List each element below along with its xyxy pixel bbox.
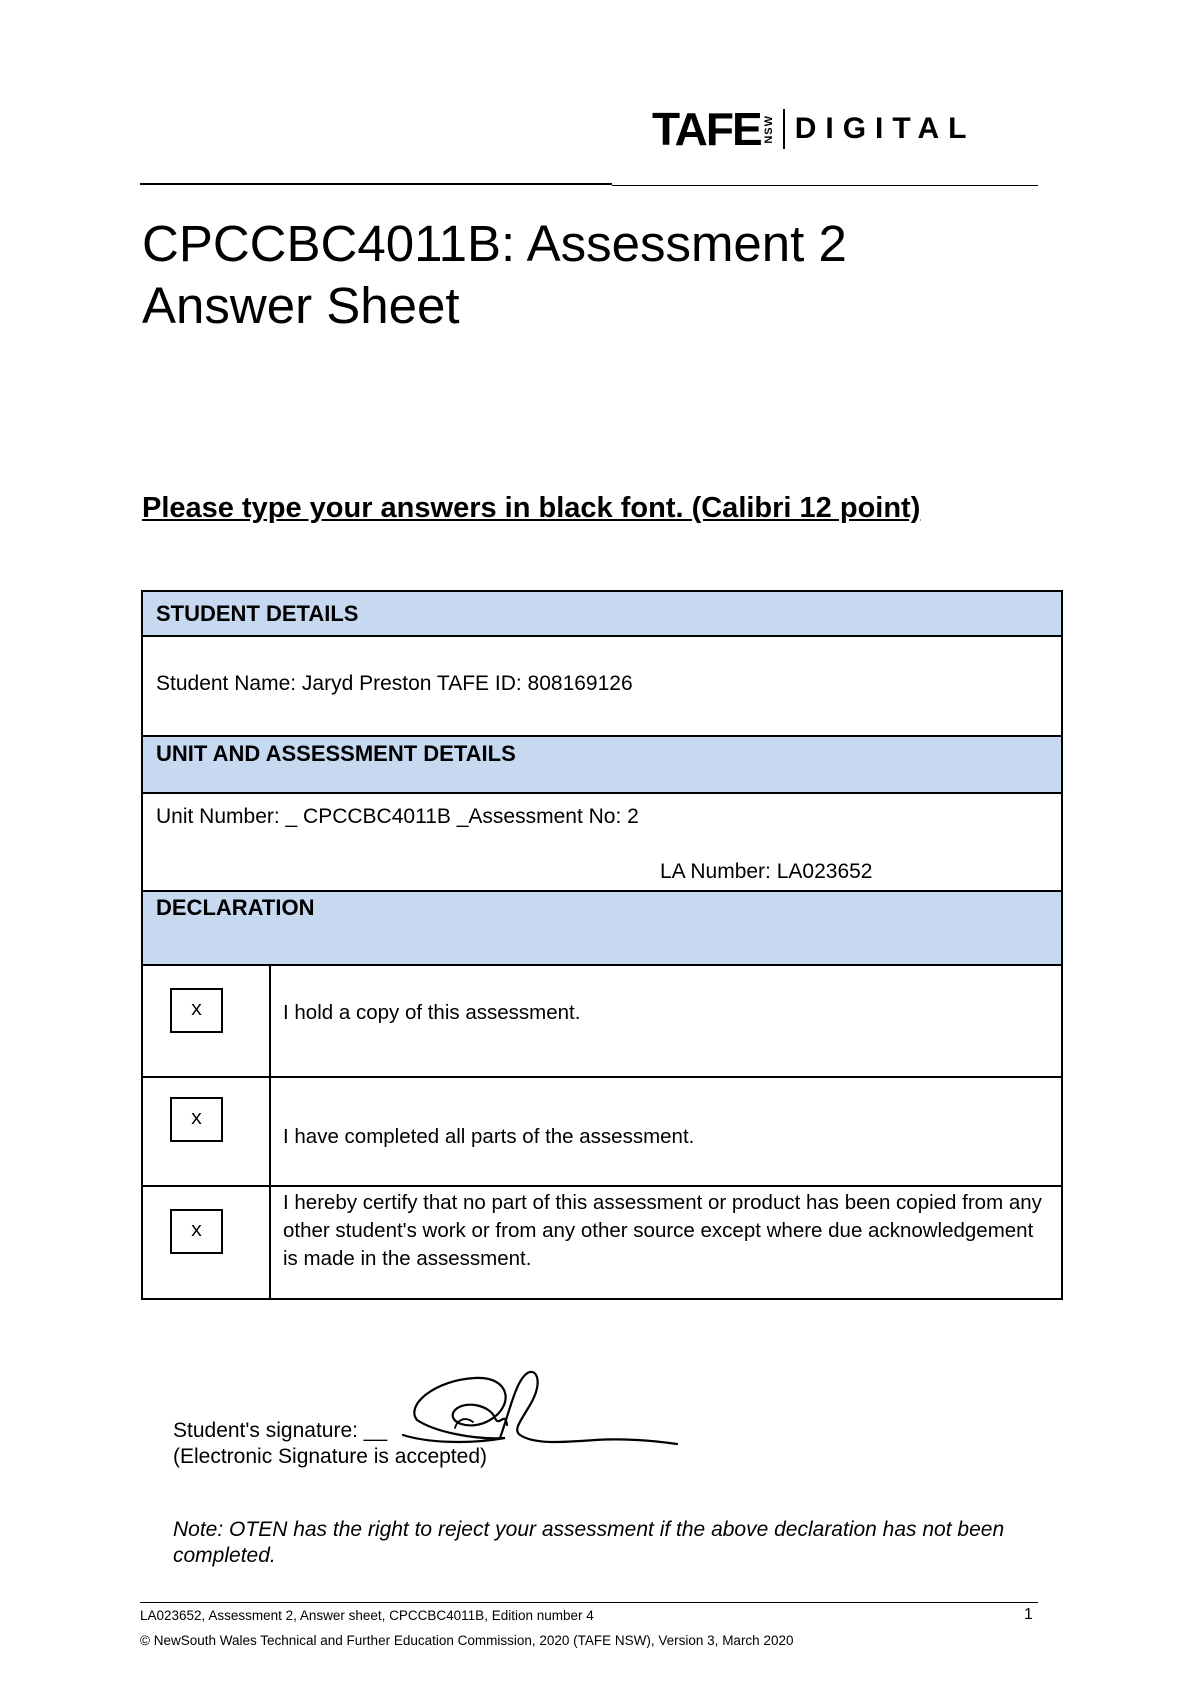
logo-divider	[783, 109, 785, 149]
student-name-field[interactable]: Student Name: Jaryd Preston TAFE ID: 808169126	[156, 672, 633, 695]
logo-digital-text: DIGITAL	[794, 112, 976, 145]
page-title	[142, 213, 847, 337]
declaration-heading: DECLARATION	[156, 895, 315, 920]
rejection-note: Note: OTEN has the right to reject your assessment if the above declaration has not been completed.	[173, 1518, 1005, 1567]
declaration-text-2: I have completed all parts of the assessment.	[283, 1125, 695, 1148]
header-rule	[140, 183, 612, 185]
la-number-field[interactable]: LA Number: LA023652	[660, 860, 873, 883]
header-rule-thin	[612, 185, 1038, 186]
unit-details-header	[143, 737, 1061, 792]
declaration-text-1: I hold a copy of this assessment.	[283, 1001, 581, 1024]
declaration-checkbox-3[interactable]: x	[170, 1209, 223, 1254]
student-details-header	[143, 592, 1061, 635]
footer-copyright: © NewSouth Wales Technical and Further Education Commission, 2020 (TAFE NSW), Version 3, March 2020	[140, 1633, 794, 1648]
footer-rule	[140, 1602, 1038, 1603]
title-line-2: Answer Sheet	[142, 277, 460, 334]
row-divider	[143, 1076, 1061, 1078]
student-details-heading: STUDENT DETAILS	[156, 601, 359, 626]
tafe-digital-logo	[652, 103, 976, 155]
declaration-header	[143, 892, 1061, 964]
logo-tafe-text: TAFE	[652, 103, 761, 155]
unit-number-field[interactable]: Unit Number: _ CPCCBC4011B _Assessment No: 2	[156, 805, 639, 828]
logo-nsw-text: NSW	[762, 114, 775, 144]
page-number: 1	[1024, 1606, 1033, 1623]
details-form	[141, 590, 1063, 1300]
signature-label: Student's signature: __	[173, 1419, 388, 1442]
instruction-text: Please type your answers in black font. (Calibri 12 point)	[142, 492, 921, 524]
signature-note: (Electronic Signature is accepted)	[173, 1445, 487, 1468]
declaration-checkbox-2[interactable]: x	[170, 1097, 223, 1142]
handwritten-signature	[395, 1350, 685, 1460]
row-divider	[143, 964, 1061, 966]
row-divider	[143, 792, 1061, 794]
row-divider	[143, 635, 1061, 637]
column-divider	[269, 964, 271, 1300]
unit-details-heading: UNIT AND ASSESSMENT DETAILS	[156, 741, 516, 766]
row-divider	[143, 1185, 1061, 1187]
footer-document-info: LA023652, Assessment 2, Answer sheet, CPCCBC4011B, Edition number 4	[140, 1608, 594, 1623]
declaration-checkbox-1[interactable]: x	[170, 988, 223, 1033]
title-line-1: CPCCBC4011B: Assessment 2	[142, 215, 847, 272]
declaration-text-3: I hereby certify that no part of this assessment or product has been copied from any other student's work or from any other source except where due acknowledgement is made in the assessment.	[283, 1191, 1042, 1270]
